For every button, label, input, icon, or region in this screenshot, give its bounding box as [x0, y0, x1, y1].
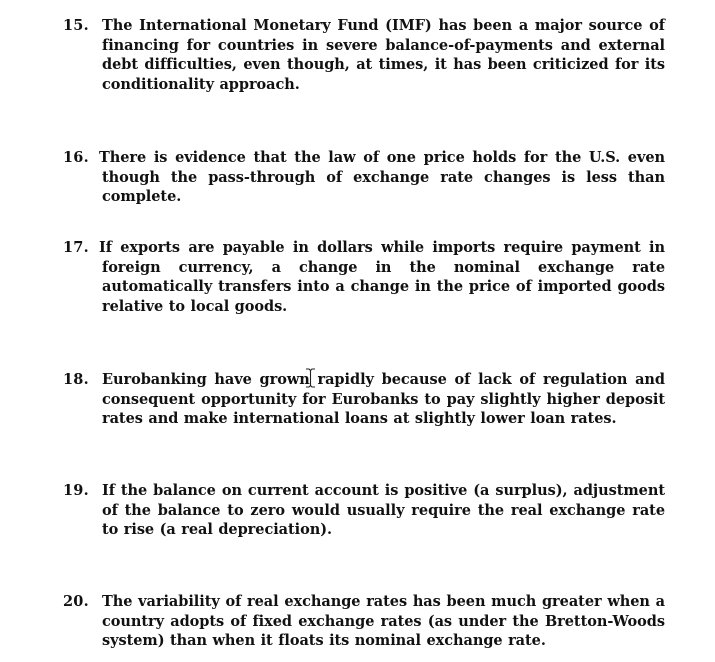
item-text: If the balance on current account is positive (a surplus), adjustment of the balance to zero would usually require the real exchange rate to rise (a real depreciation).: [102, 482, 665, 539]
item-text: The International Monetary Fund (IMF) has been a major source of financing for countries in severe balance-of-payments and external debt difficulties, even though, at times, it has been criticized for its conditionality approach.: [102, 17, 665, 93]
item-number: 18.: [63, 371, 89, 388]
item-text: There is evidence that the law of one price holds for the U.S. even though the pass-through of exchange rate changes is less than complete.: [99, 149, 665, 206]
item-number: 17.: [63, 239, 89, 256]
item-number: 19.: [63, 482, 89, 499]
item-text: The variability of real exchange rates has been much greater when a country adopts of fixed exchange rates (as under the Bretton-Woods system) than when it floats its nominal exchange rate.: [102, 593, 665, 650]
item-number: 16.: [63, 149, 89, 166]
item-text: If exports are payable in dollars while imports require payment in foreign currency, a change in the nominal exchange rate automatically transfers into a change in the price of imported goods relative to local goods.: [99, 239, 665, 315]
text-cursor-icon: [305, 368, 316, 388]
item-number: 15.: [63, 17, 89, 34]
item-text: Eurobanking have grown rapidly because of lack of regulation and consequent opportunity for Eurobanks to pay slightly higher deposit rates and make international loans at slightly lower loan rates.: [102, 371, 665, 428]
item-number: 20.: [63, 593, 89, 610]
